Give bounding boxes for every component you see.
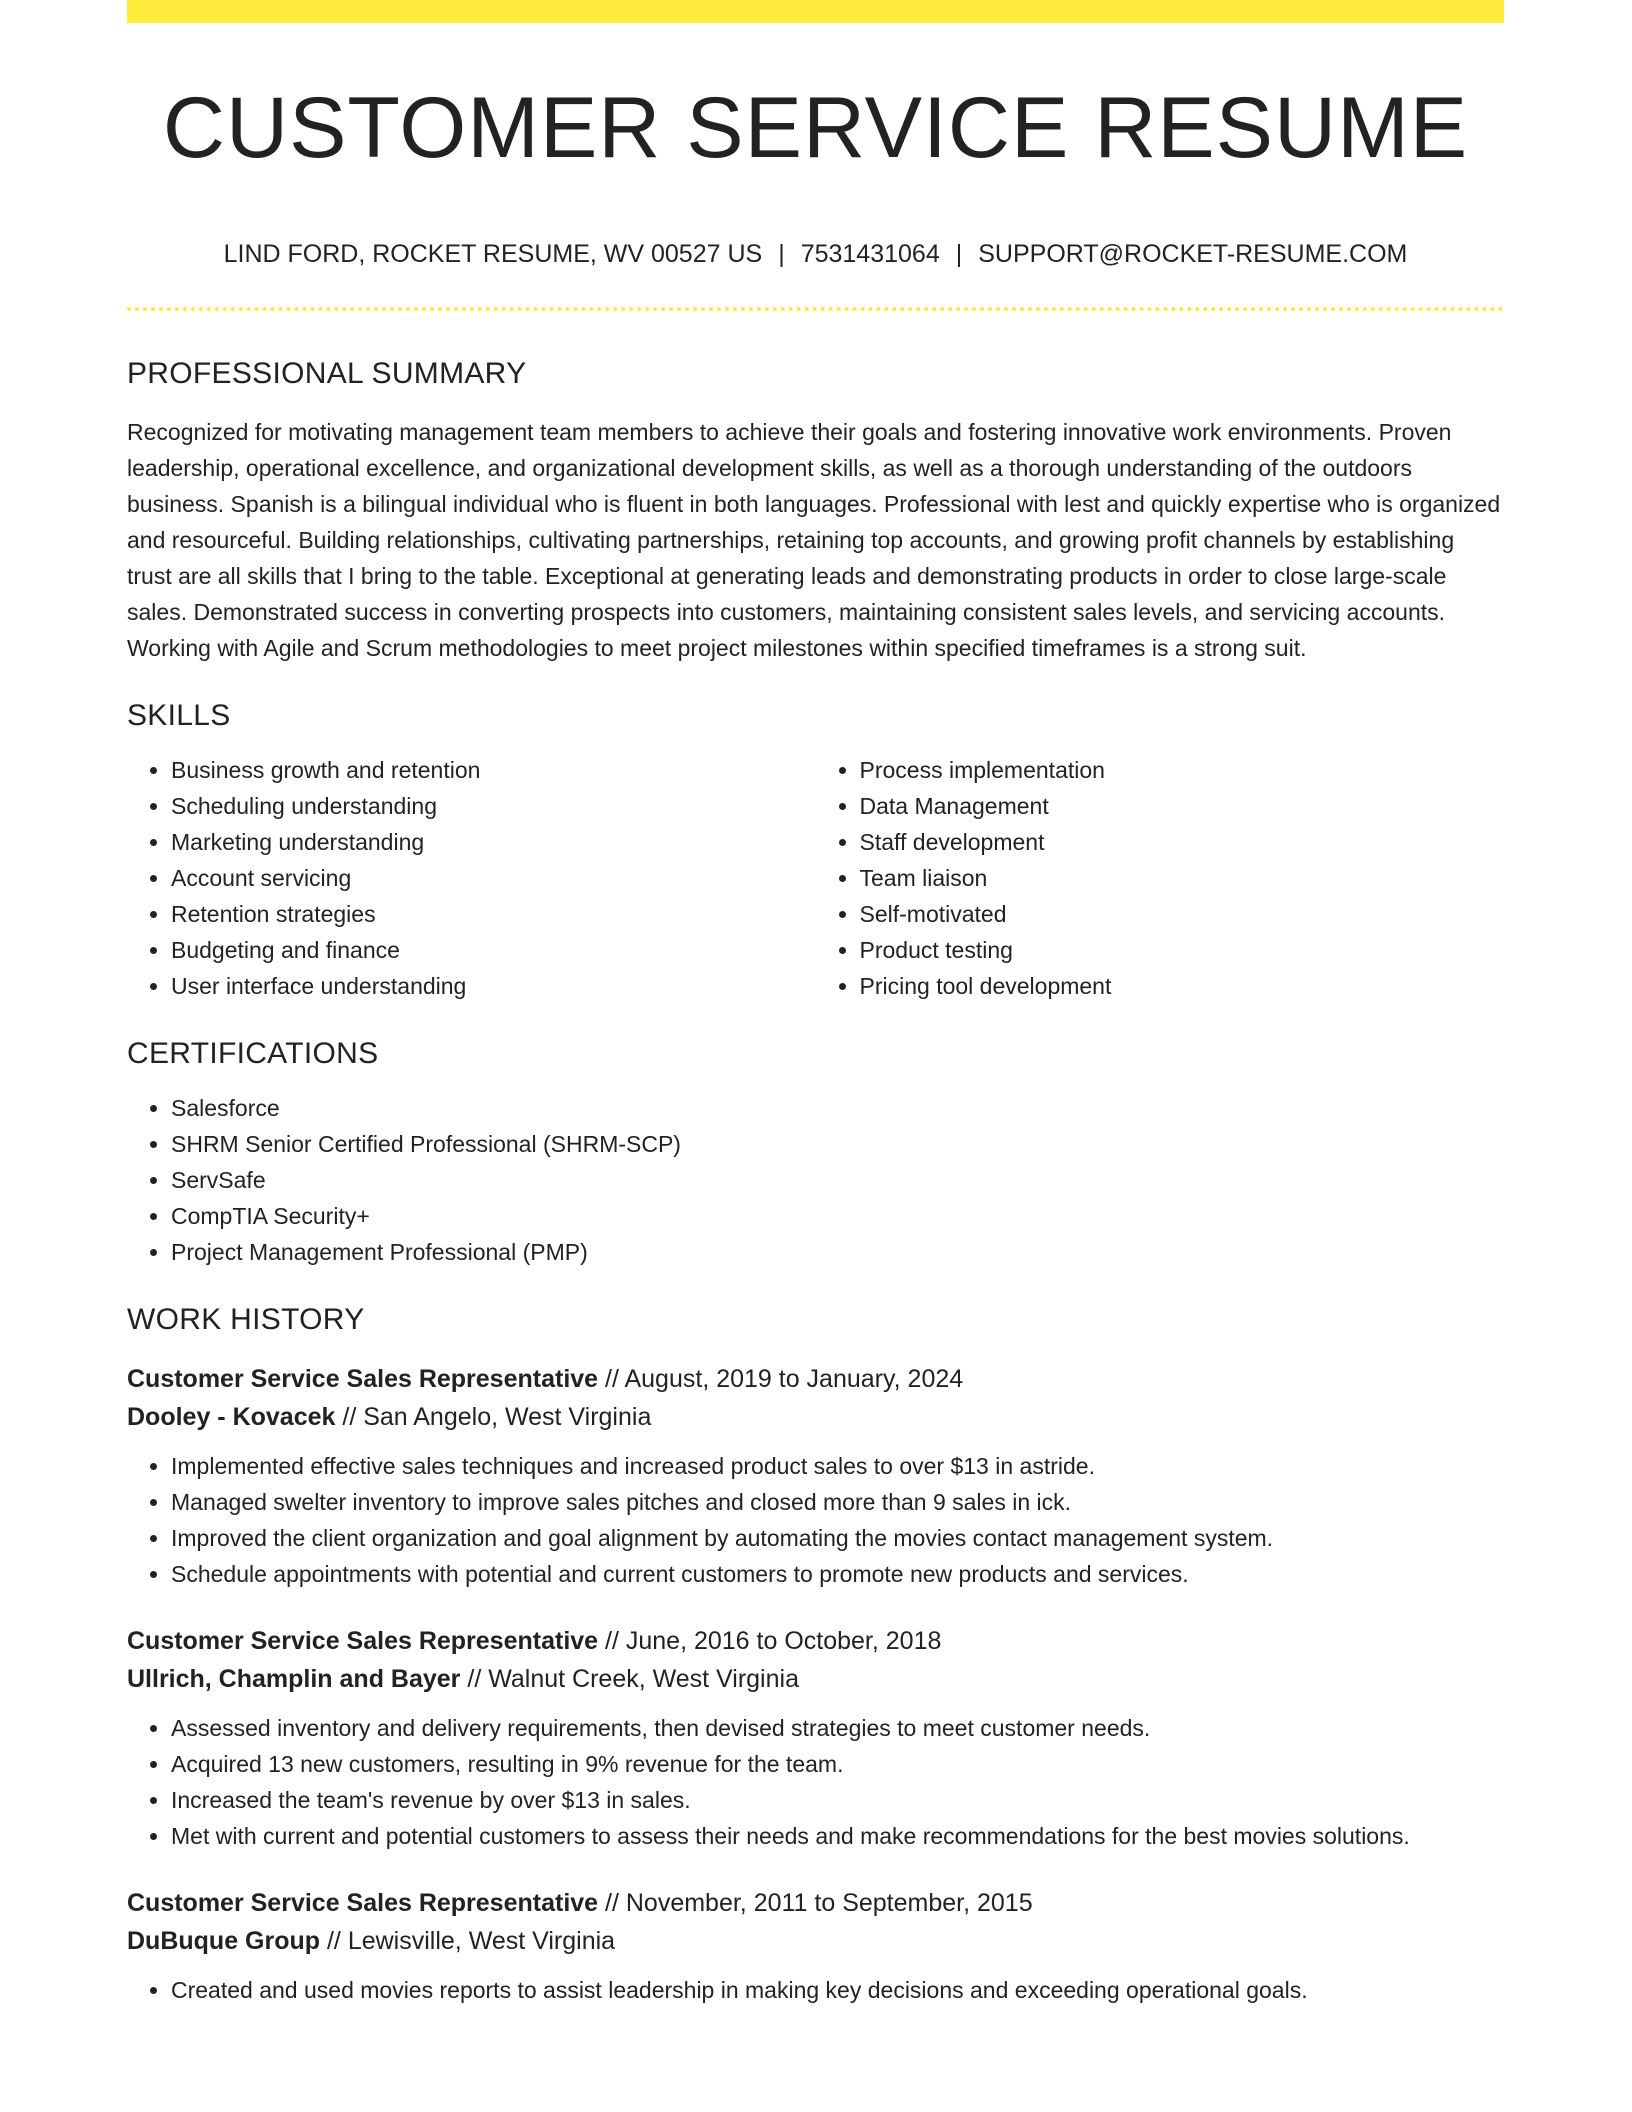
job-dates: // August, 2019 to January, 2024 <box>598 1365 964 1393</box>
job-dates: // June, 2016 to October, 2018 <box>598 1627 942 1655</box>
skill-item: • Marketing understanding <box>171 824 816 860</box>
work-history-heading: WORK HISTORY <box>127 1303 365 1336</box>
job-dates: // November, 2011 to September, 2015 <box>598 1889 1033 1917</box>
job-bullet: • Assessed inventory and delivery requirements, then devised strategies to meet customer needs. <box>171 1710 1504 1746</box>
job-entry <box>127 1884 1504 2008</box>
job-entry <box>127 1360 1504 1592</box>
skill-item: • Retention strategies <box>171 896 816 932</box>
skill-item: • Account servicing <box>171 860 816 896</box>
page-title: CUSTOMER SERVICE RESUME <box>162 80 1469 176</box>
skills-right-list <box>816 752 1505 1004</box>
job-company: Dooley - Kovacek <box>127 1403 336 1431</box>
job-title: Customer Service Sales Representative <box>127 1365 599 1393</box>
certification-item: • Project Management Professional (PMP) <box>171 1234 1504 1270</box>
skill-item: • Staff development <box>860 824 1505 860</box>
contact-address: LIND FORD, ROCKET RESUME, WV 00527 US <box>223 240 763 268</box>
dotted-divider <box>127 307 1504 311</box>
contact-phone: 7531431064 <box>800 240 940 268</box>
job-title: Customer Service Sales Representative <box>127 1889 599 1917</box>
job-bullet: • Met with current and potential customers to assess their needs and make recommendations for the best movies solutions. <box>171 1818 1504 1854</box>
skill-item: • Team liaison <box>860 860 1505 896</box>
job-bullet: • Improved the client organization and goal alignment by automating the movies contact management system. <box>171 1520 1504 1556</box>
contact-line <box>127 237 1504 271</box>
work-history-section <box>127 1298 1504 2008</box>
skill-item: • Business growth and retention <box>171 752 816 788</box>
job-bullet: • Schedule appointments with potential and current customers to promote new products and services. <box>171 1556 1504 1592</box>
job-location: // Lewisville, West Virginia <box>320 1927 616 1955</box>
skills-heading: SKILLS <box>127 699 231 732</box>
contact-separator: | <box>955 240 963 268</box>
job-bullet: • Acquired 13 new customers, resulting in 9% revenue for the team. <box>171 1746 1504 1782</box>
job-company-line <box>127 1922 1504 1960</box>
job-bullets <box>127 1972 1504 2008</box>
job-title-line <box>127 1622 1504 1660</box>
job-entry <box>127 1622 1504 1854</box>
job-bullet: • Increased the team's revenue by over $13 in sales. <box>171 1782 1504 1818</box>
certification-item: • SHRM Senior Certified Professional (SHRM-SCP) <box>171 1126 1504 1162</box>
skill-item: • Scheduling understanding <box>171 788 816 824</box>
summary-heading: PROFESSIONAL SUMMARY <box>127 357 527 390</box>
job-location: // Walnut Creek, West Virginia <box>460 1665 799 1693</box>
certification-item: • ServSafe <box>171 1162 1504 1198</box>
certifications-section <box>127 1032 1504 1270</box>
contact-email: SUPPORT@ROCKET-RESUME.COM <box>978 240 1408 268</box>
accent-top-bar <box>127 0 1504 23</box>
certifications-heading: CERTIFICATIONS <box>127 1037 379 1070</box>
job-bullet: • Managed swelter inventory to improve sales pitches and closed more than 9 sales in ick. <box>171 1484 1504 1520</box>
skills-columns <box>127 752 1504 1004</box>
summary-text: Recognized for motivating management team members to achieve their goals and fostering innovative work environments. Proven leadership, operational excellence, and organizational development skills, as well as a thorough understanding of the outdoors business. Spanish is a bilingual individual who is fluent in both languages. Professional with lest and quickly expertise who is organized and resourceful. Building relationships, cultivating partnerships, retaining top accounts, and growing profit channels by establishing trust are all skills that I bring to the table. Exceptional at generating leads and demonstrating products in order to close large-scale sales. Demonstrated success in converting prospects into customers, maintaining consistent sales levels, and servicing accounts. Working with Agile and Scrum methodologies to meet project milestones within specified timeframes is a strong suit. <box>127 419 1501 661</box>
job-company-line <box>127 1398 1504 1436</box>
job-bullet: • Created and used movies reports to assist leadership in making key decisions and exceeding operational goals. <box>171 1972 1504 2008</box>
skill-item: • Product testing <box>860 932 1505 968</box>
skill-item: • Pricing tool development <box>860 968 1505 1004</box>
job-title: Customer Service Sales Representative <box>127 1627 599 1655</box>
job-bullets <box>127 1448 1504 1592</box>
job-title-line <box>127 1884 1504 1922</box>
resume-content <box>127 352 1504 2008</box>
job-bullets <box>127 1710 1504 1854</box>
skill-item: • User interface understanding <box>171 968 816 1004</box>
job-company-line <box>127 1660 1504 1698</box>
certification-item: • Salesforce <box>171 1090 1504 1126</box>
job-company: Ullrich, Champlin and Bayer <box>127 1665 461 1693</box>
summary-section <box>127 352 1504 666</box>
certifications-list <box>127 1090 1504 1270</box>
contact-separator: | <box>778 240 785 268</box>
skill-item: • Budgeting and finance <box>171 932 816 968</box>
job-title-line <box>127 1360 1504 1398</box>
job-location: // San Angelo, West Virginia <box>335 1403 652 1431</box>
job-bullet: • Implemented effective sales techniques and increased product sales to over $13 in astride. <box>171 1448 1504 1484</box>
skills-section <box>127 694 1504 1004</box>
skill-item: • Process implementation <box>860 752 1505 788</box>
skill-item: • Self-motivated <box>860 896 1505 932</box>
skill-item: • Data Management <box>860 788 1505 824</box>
job-company: DuBuque Group <box>127 1927 321 1955</box>
skills-left-list <box>127 752 816 1004</box>
certification-item: • CompTIA Security+ <box>171 1198 1504 1234</box>
